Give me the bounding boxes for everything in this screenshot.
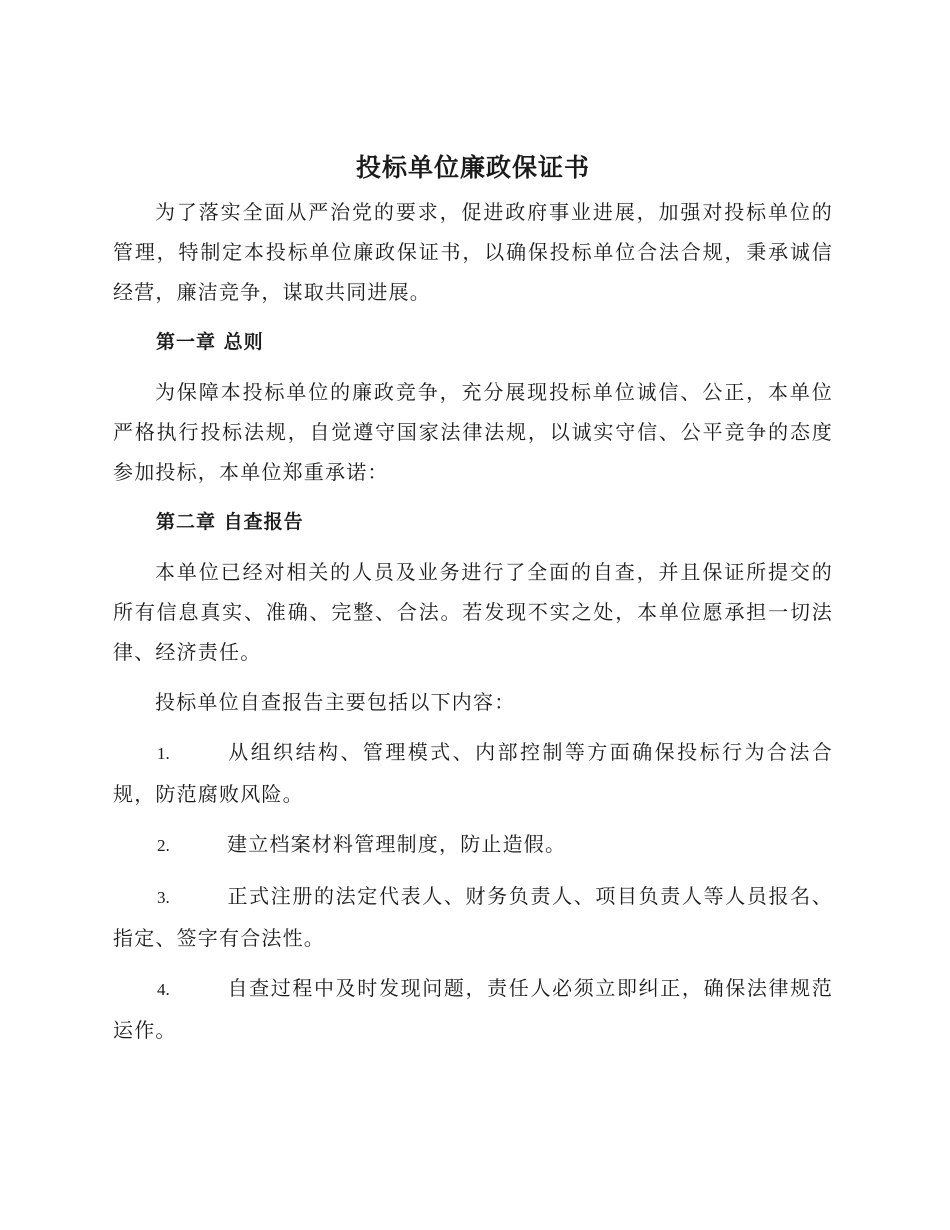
- chapter-2-paragraph: 本单位已经对相关的人员及业务进行了全面的自查，并且保证所提交的所有信息真实、准确、完整、合法。若发现不实之处，本单位愿承担一切法律、经济责任。: [113, 560, 833, 664]
- document-title: 投标单位廉政保证书: [355, 153, 590, 182]
- list-item: [113, 732, 833, 814]
- intro-paragraph: 为了落实全面从严治党的要求，促进政府事业进展，加强对投标单位的管理，特制定本投标单位廉政保证书，以确保投标单位合法合规，秉承诚信经营，廉洁竞争，谋取共同进展。: [113, 200, 833, 304]
- list-item-text: 建立档案材料管理制度，防止造假。: [227, 832, 567, 856]
- list-item-text: 正式注册的法定代表人、财务负责人、项目负责人等人员报名、指定、签字有合法性。: [113, 884, 833, 950]
- list-item-number: 1.: [157, 744, 170, 763]
- list-item: [113, 968, 833, 1050]
- document-page: [113, 148, 833, 1060]
- list-item-text: 从组织结构、管理模式、内部控制等方面确保投标行为合法合规，防范腐败风险。: [113, 740, 833, 806]
- chapter-1-paragraph: 为保障本投标单位的廉政竞争，充分展现投标单位诚信、公正，本单位严格执行投标法规，自觉遵守国家法律法规，以诚实守信、公平竞争的态度参加投标，本单位郑重承诺：: [113, 380, 833, 484]
- list-item-number: 4.: [157, 980, 170, 999]
- chapter-2-heading: 第二章 自查报告: [156, 511, 304, 533]
- list-intro: 投标单位自查报告主要包括以下内容：: [155, 690, 516, 714]
- list-item: [113, 876, 833, 958]
- list-item-text: 自查过程中及时发现问题，责任人必须立即纠正，确保法律规范运作。: [113, 976, 833, 1042]
- chapter-1-heading: 第一章 总则: [156, 331, 264, 353]
- list-item-number: 3.: [157, 888, 170, 907]
- list-item: [113, 824, 833, 866]
- list-item-number: 2.: [157, 836, 170, 855]
